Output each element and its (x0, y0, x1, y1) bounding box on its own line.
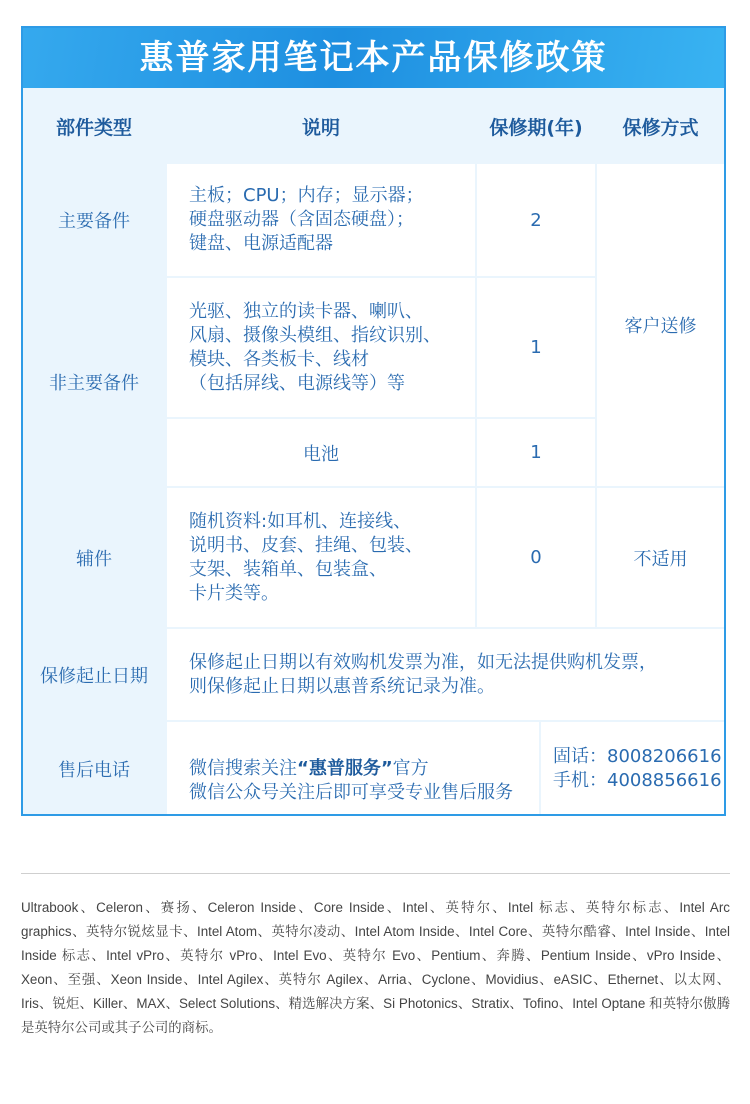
header-method: 保修方式 (597, 90, 724, 162)
brand-hp-service: “惠普服务” (297, 758, 393, 779)
header-part-type: 部件类型 (23, 90, 165, 162)
wechat-search-line: 微信搜索关注“惠普服务”官方 (189, 758, 429, 779)
desc-accessories: 随机资料:如耳机、连接线、 说明书、皮套、挂绳、包装、 支架、装箱单、包装盒、 卡片类等。 (167, 488, 475, 627)
period-nonmain-parts: 1 (477, 278, 595, 417)
warranty-policy-table (21, 26, 726, 816)
desc-nonmain-parts: 光驱、独立的读卡器、喇叭、 风扇、摄像头模组、指纹识别、 模块、各类板卡、线材 （包括屏线、电源线等）等 (167, 278, 475, 417)
period-accessories: 0 (477, 488, 595, 627)
divider (21, 873, 730, 874)
period-main-parts: 2 (477, 164, 595, 276)
trademark-notice: Ultrabook、Celeron、赛扬、Celeron Inside、Core Inside、Intel、英特尔、Intel 标志、英特尔标志、Intel Arc graphics、英特尔锐炫显卡、Intel Atom、英特尔凌动、Intel Atom Inside、Intel Core、英特尔酷睿、Intel Inside、Intel Inside 标志、Intel vPro、英特尔 vPro、Intel Evo、英特尔 Evo、Pentium、奔腾、Pentium Inside、vPro Inside、Xeon、至强、Xeon Inside、Intel Agilex、英特尔 Agilex、Arria、Cyclone、Movidius、eASIC、Ethernet、以太网、Iris、锐炬、Killer、MAX、Select Solutions、精选解决方案、Si Photonics、Stratix、Tofino、Intel Optane 和英特尔傲腾是英特尔公司或其子公司的商标。 (21, 900, 730, 1035)
period-battery: 1 (477, 419, 595, 486)
label-accessories: 辅件 (23, 488, 165, 627)
desc-battery: 电池 (167, 419, 475, 486)
label-nonmain-parts: 非主要备件 (23, 278, 165, 486)
desc-main-parts: 主板；CPU；内存；显示器； 硬盘驱动器（含固态硬盘）； 键盘、电源适配器 (167, 164, 475, 276)
label-hotline: 售后电话 (23, 722, 165, 816)
header-description: 说明 (167, 90, 475, 162)
desc-hotline (167, 722, 539, 816)
phone-numbers (541, 722, 724, 816)
page-title: 惠普家用笔记本产品保修政策 (23, 28, 724, 88)
desc-warranty-dates: 保修起止日期以有效购机发票为准，如无法提供购机发票， 则保修起止日期以惠普系统记录为准。 (167, 629, 724, 720)
method-customer-send-in: 客户送修 (597, 164, 724, 486)
header-period: 保修期(年) (477, 90, 595, 162)
mobile-number: 手机：4008856616 (553, 770, 722, 791)
method-not-applicable: 不适用 (597, 488, 724, 627)
label-main-parts: 主要备件 (23, 164, 165, 276)
label-warranty-dates: 保修起止日期 (23, 629, 165, 720)
landline-number: 固话：8008206616 (553, 746, 722, 767)
wechat-follow-line: 微信公众号关注后即可享受专业售后服务 (189, 782, 513, 803)
